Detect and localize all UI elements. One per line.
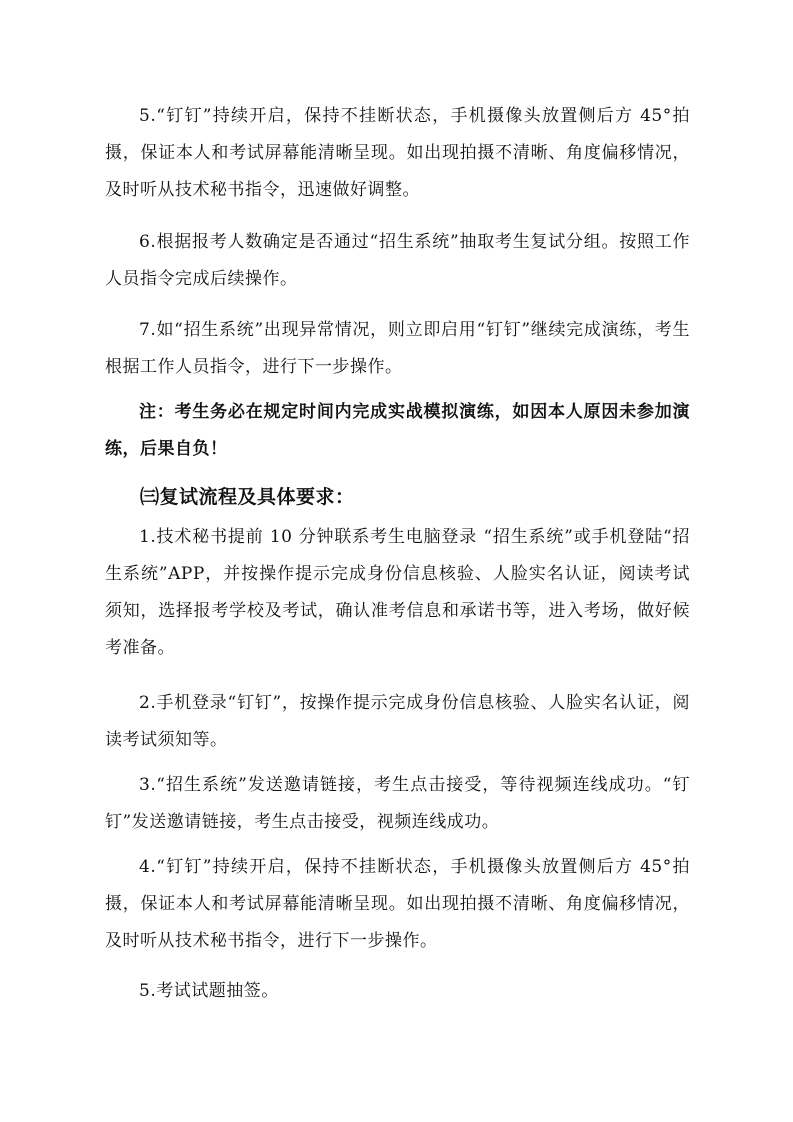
paragraph-retest-step-2: 2.手机登录“钉钉”，按操作提示完成身份信息核验、人脸实名认证，阅读考试须知等。 bbox=[105, 693, 690, 750]
section-heading-retest-process: ㈢复试流程及具体要求： bbox=[140, 486, 355, 508]
paragraph-retest-step-3: 3.“招生系统”发送邀请链接，考生点击接受，等待视频连线成功。“钉钉”发送邀请链接，考生点击接受，视频连线成功。 bbox=[105, 775, 690, 832]
paragraph-retest-step-4: 4.“钉钉”持续开启，保持不挂断状态，手机摄像头放置侧后方 45°拍摄，保证本人和考试屏幕能清晰呈现。如出现拍摄不清晰、角度偏移情况，及时听从技术秘书指令，进行下一步操作。 bbox=[105, 857, 690, 951]
paragraph-step-6-grouping: 6.根据报考人数确定是否通过“招生系统”抽取考生复试分组。按照工作人员指令完成后续操作。 bbox=[105, 232, 690, 289]
paragraph-step-5-dingtalk: 5.“钉钉”持续开启，保持不挂断状态，手机摄像头放置侧后方 45°拍摄，保证本人和考试屏幕能清晰呈现。如出现拍摄不清晰、角度偏移情况，及时听从技术秘书指令，迅速做好调整。 bbox=[105, 106, 690, 200]
paragraph-retest-step-1: 1.技术秘书提前 10 分钟联系考生电脑登录 “招生系统”或手机登陆“招生系统”APP，并按操作提示完成身份信息核验、人脸实名认证，阅读考试须知，选择报考学校及考试，确认准考信息和承诺书等，进入考场，做好候考准备。 bbox=[105, 527, 690, 658]
paragraph-retest-step-5: 5.考试试题抽签。 bbox=[139, 981, 279, 1001]
note-warning: 注：考生务必在规定时间内完成实战模拟演练，如因本人原因未参加演练，后果自负！ bbox=[105, 402, 690, 459]
paragraph-step-7-fallback: 7.如“招生系统”出现异常情况，则立即启用“钉钉”继续完成演练，考生根据工作人员指令，进行下一步操作。 bbox=[105, 320, 690, 377]
